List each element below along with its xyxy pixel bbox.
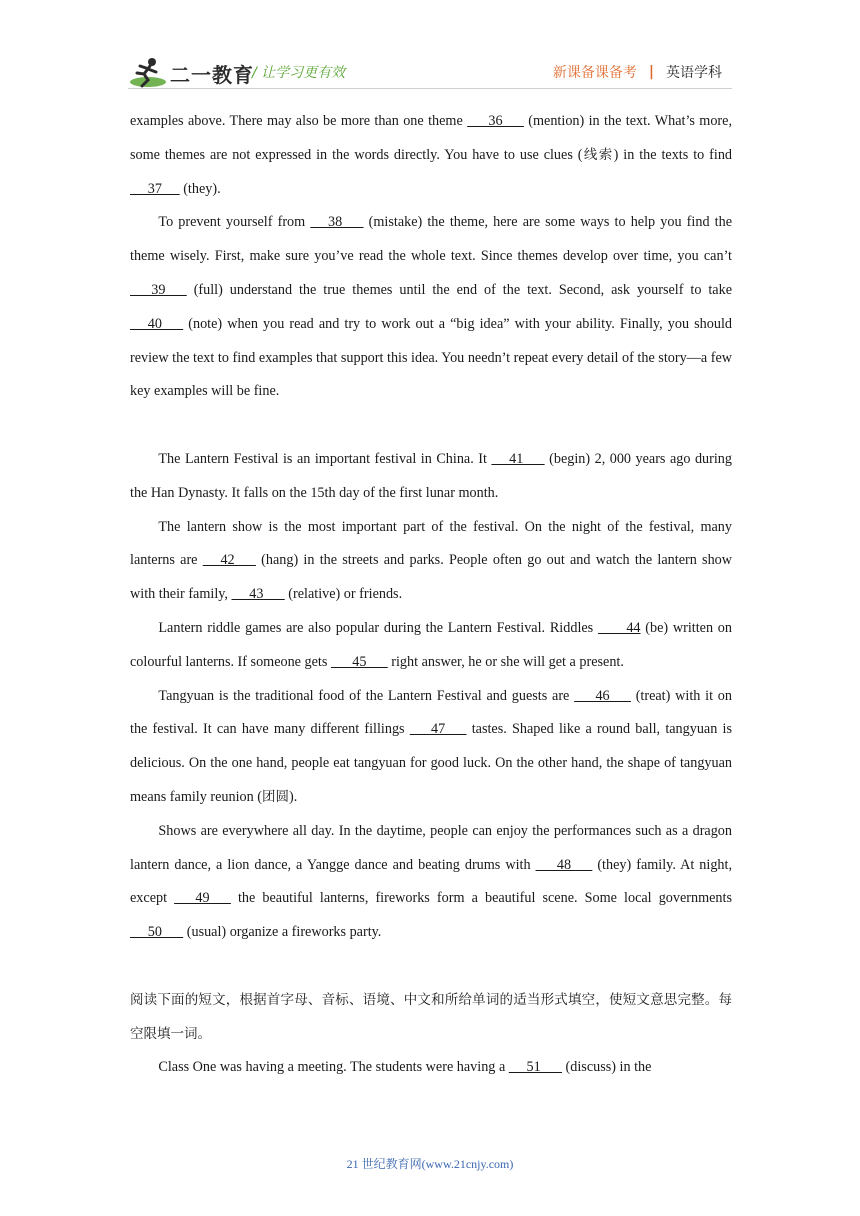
blank-48: 48 (535, 856, 593, 873)
blank-42: 42 (202, 552, 256, 569)
paragraph: Lantern riddle games are also popular during the Lantern Festival. Riddles 44 (be) written on colourful lanterns. If someone gets 45 right answer, he or she will get a present. (130, 612, 732, 680)
blank-37: 37 (130, 180, 180, 197)
paragraph: examples above. There may also be more than one theme 36 (mention) in the text. What’s more, some themes are not expressed in the words directly. You have to use clues (线索) in the texts to find 37 (they). (130, 105, 732, 206)
blank-45: 45 (330, 653, 388, 670)
blank-47: 47 (409, 721, 467, 738)
paragraph: Tangyuan is the traditional food of the Lantern Festival and guests are 46 (treat) with it on the festival. It can have many different fillings 47 tastes. Shaped like a round ball, tangyuan is delicious. On the one hand, people eat tangyuan for good luck. On the other hand, the shape of tangyuan means family reunion (团圆). (130, 680, 732, 815)
subject-label: 英语学科 (666, 65, 722, 81)
page-footer: 21 世纪教育网(www.21cnjy.com) (346, 1157, 514, 1171)
paragraph: To prevent yourself from 38 (mistake) the theme, here are some ways to help you find the theme wisely. First, make sure you’ve read the whole text. Since themes develop over time, you can’t 39 (full) understand the true themes until the end of the text. Second, ask yourself to take 40 (note) when you read and try to work out a “big idea” with your ability. Finally, you should review the text to find examples that support this idea. You needn’t repeat every detail of the story—a few key examples will be fine. (130, 206, 732, 409)
paragraph: The lantern show is the most important part of the festival. On the night of the festival, many lanterns are 42 (hang) in the streets and parks. People often go out and watch the lantern show with their family, 43 (relative) or friends. (130, 511, 732, 612)
header-separator: | (648, 64, 654, 80)
blank-36: 36 (467, 113, 524, 129)
page-header (0, 0, 860, 100)
course-label: 新课备课备考 (552, 65, 637, 81)
paragraph: Shows are everywhere all day. In the daytime, people can enjoy the performances such as a dragon lantern dance, a lion dance, a Yangge dance and beating drums with 48 (they) family. At night, except 49 the beautiful lanterns, fireworks form a beautiful scene. Some local governments 50 (usual) organize a fireworks party. (130, 815, 732, 950)
blank-43: 43 (231, 586, 285, 603)
blank-38: 38 (310, 214, 364, 231)
blank-41: 41 (491, 450, 545, 467)
section-instruction: 阅读下面的短文，根据首字母、音标、语境、中文和所给单词的适当形式填空，使短文意思完整。每空限填一词。 (130, 991, 732, 1042)
blank-39: 39 (130, 281, 187, 298)
paragraph: The Lantern Festival is an important festival in China. It 41 (begin) 2, 000 years ago during the Han Dynasty. It falls on the 15th day of the first lunar month. (130, 443, 732, 511)
runner-logo-icon (128, 56, 168, 90)
slogan: / 让学习更有效 (252, 65, 346, 81)
header-right (553, 62, 722, 82)
paragraph: Class One was having a meeting. The students were having a 51 (discuss) in the (130, 1051, 732, 1085)
document-body (130, 105, 732, 1085)
blank-51: 51 (508, 1059, 562, 1076)
blank-46: 46 (574, 687, 631, 704)
blank-50: 50 (130, 924, 184, 941)
blank-44: 44 (597, 619, 641, 636)
blank-40: 40 (130, 315, 184, 332)
blank-49: 49 (174, 890, 231, 907)
logo-text: 二一教育 (170, 62, 254, 87)
brand-logo (128, 56, 254, 90)
header-divider (128, 88, 732, 89)
